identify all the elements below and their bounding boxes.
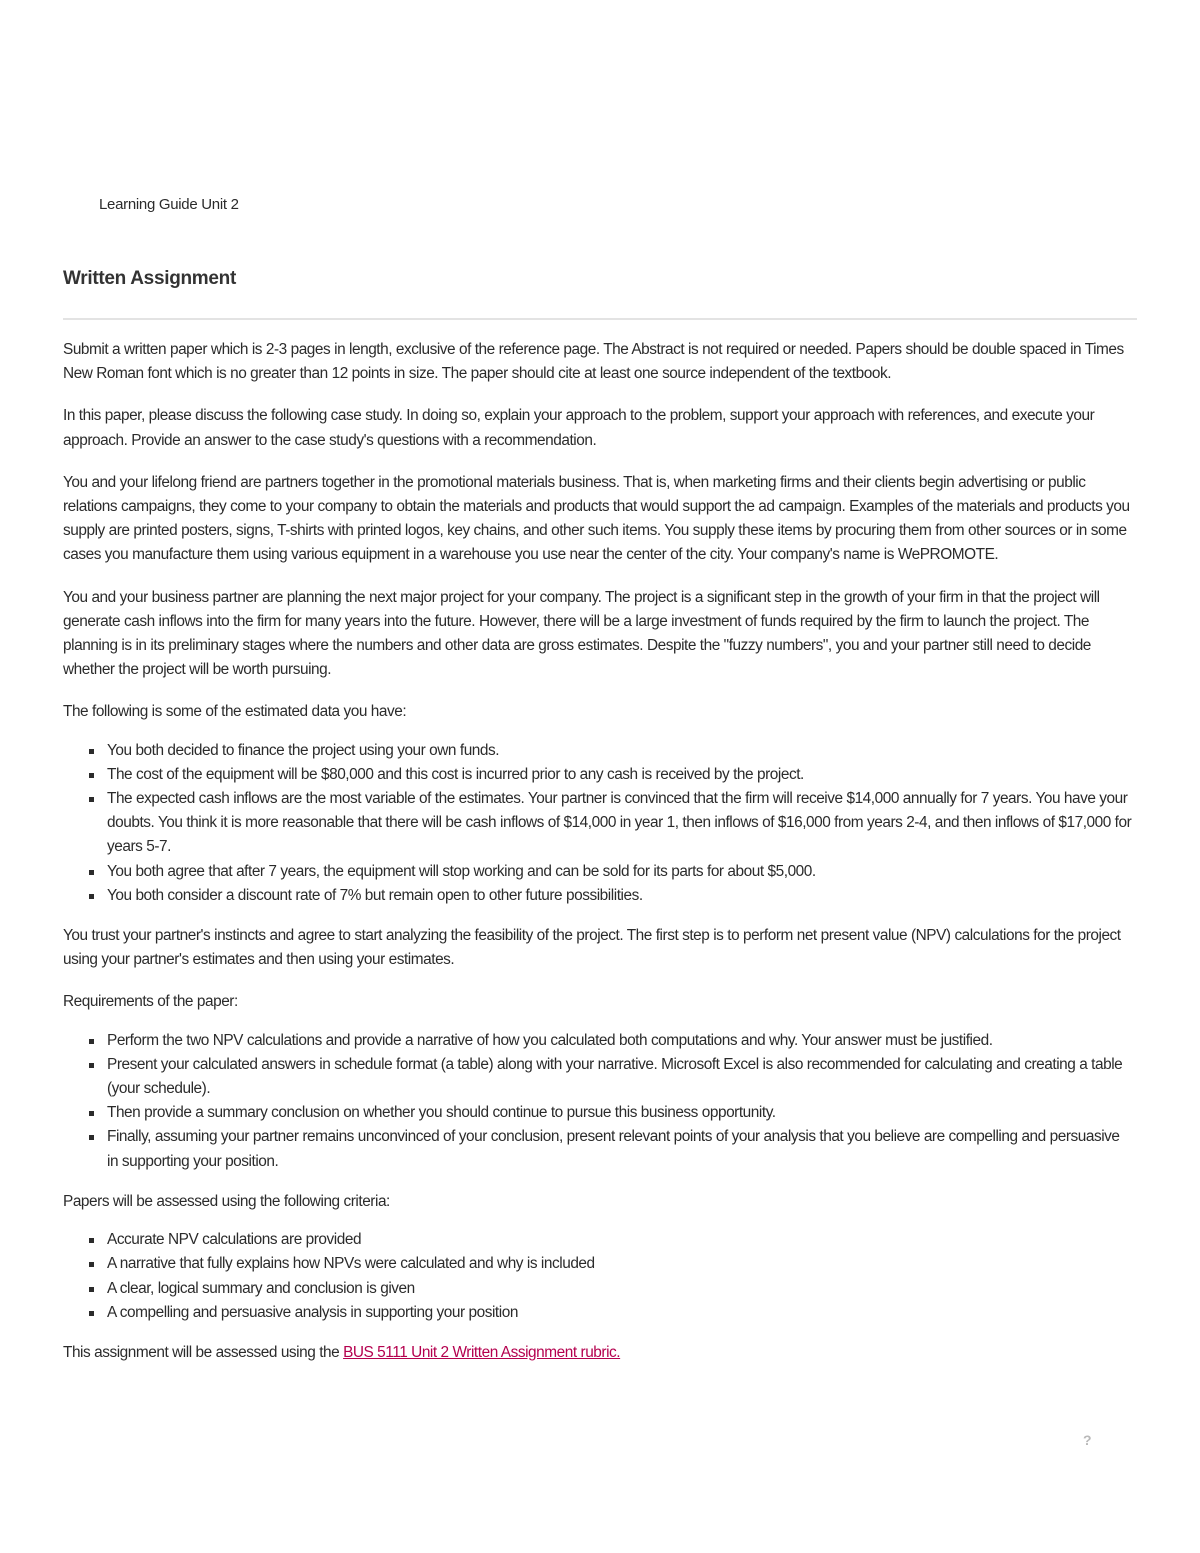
list-item: A compelling and persuasive analysis in supporting your position xyxy=(107,1301,1133,1325)
list-item: The expected cash inflows are the most variable of the estimates. Your partner is convinced that the firm will receive $14,000 annually for 7 years. You have your doubts. You think it is more reasonable that there will be cash inflows of $14,000 in year 1, then inflows of $16,000 from years 2-4, and then inflows of $17,000 for years 5-7. xyxy=(107,787,1133,860)
paragraph-rubric xyxy=(63,1341,1133,1365)
assignment-content xyxy=(63,338,1133,1383)
list-item: A narrative that fully explains how NPVs were calculated and why is included xyxy=(107,1252,1133,1276)
list-item: Present your calculated answers in schedule format (a table) along with your narrative. Microsoft Excel is also recommended for calculating and creating a table (your schedule). xyxy=(107,1053,1133,1101)
criteria-list xyxy=(63,1228,1133,1325)
paragraph-project-description: You and your business partner are planning the next major project for your company. The project is a significant step in the growth of your firm in that the project will generate cash inflows into the firm for many years into the future. However, there will be a large investment of funds required by the firm to launch the project. The planning is in its preliminary stages where the numbers and other data are gross estimates. Despite the "fuzzy numbers", you and your partner still need to decide whether the project will be worth pursuing. xyxy=(63,588,1100,679)
list-item: The cost of the equipment will be $80,000 and this cost is incurred prior to any cash is received by the project. xyxy=(107,763,1133,787)
list-item: A clear, logical summary and conclusion is given xyxy=(107,1277,1133,1301)
title-divider xyxy=(63,318,1137,320)
paragraph-estimated-data-intro: The following is some of the estimated data you have: xyxy=(63,703,407,721)
list-item: Perform the two NPV calculations and provide a narrative of how you calculated both computations and why. Your answer must be justified. xyxy=(107,1029,1133,1053)
list-item: Then provide a summary conclusion on whether you should continue to pursue this business opportunity. xyxy=(107,1101,1133,1125)
paragraph-requirements-format: Submit a written paper which is 2-3 pages in length, exclusive of the reference page. The Abstract is not required or needed. Papers should be double spaced in Times New Roman font which is no greater than 12 points in size. The paper should cite at least one source independent of the textbook. xyxy=(63,341,1124,383)
paragraph-npv-intro: You trust your partner's instincts and agree to start analyzing the feasibility of the project. The first step is to perform net present value (NPV) calculations for the project using your partner's estimates and then using your estimates. xyxy=(63,927,1121,969)
paragraph-criteria-heading: Papers will be assessed using the following criteria: xyxy=(63,1192,390,1210)
page-title: Written Assignment xyxy=(63,268,237,289)
paragraph-case-intro: In this paper, please discuss the following case study. In doing so, explain your approach to the problem, support your approach with references, and execute your approach. Provide an answer to the case study's questions with a recommendation. xyxy=(63,407,1095,449)
help-icon[interactable]: ? xyxy=(1083,1432,1092,1448)
list-item: Finally, assuming your partner remains unconvinced of your conclusion, present relevant points of your analysis that you believe are compelling and persuasive in supporting your position. xyxy=(107,1125,1133,1173)
list-item: You both decided to finance the project using your own funds. xyxy=(107,739,1133,763)
rubric-prefix-text: This assignment will be assessed using the xyxy=(63,1343,344,1361)
estimated-data-list xyxy=(63,739,1133,908)
list-item: You both agree that after 7 years, the equipment will stop working and can be sold for its parts for about $5,000. xyxy=(107,860,1133,884)
breadcrumb[interactable]: Learning Guide Unit 2 xyxy=(99,196,239,213)
paragraph-requirements-heading: Requirements of the paper: xyxy=(63,993,238,1011)
rubric-link[interactable]: BUS 5111 Unit 2 Written Assignment rubric. xyxy=(343,1343,621,1361)
list-item: Accurate NPV calculations are provided xyxy=(107,1228,1133,1252)
requirements-list xyxy=(63,1029,1133,1174)
list-item: You both consider a discount rate of 7% but remain open to other future possibilities. xyxy=(107,884,1133,908)
paragraph-business-description: You and your lifelong friend are partners together in the promotional materials business. That is, when marketing firms and their clients begin advertising or public relations campaigns, they come to your company to obtain the materials and products that would support the ad campaign. Examples of the materials and products you supply are printed posters, signs, T-shirts with printed logos, key chains, and other such items. You supply these items by procuring them from other sources or in some cases you manufacture them using various equipment in a warehouse you use near the center of the city. Your company's name is WePROMOTE. xyxy=(63,473,1130,564)
